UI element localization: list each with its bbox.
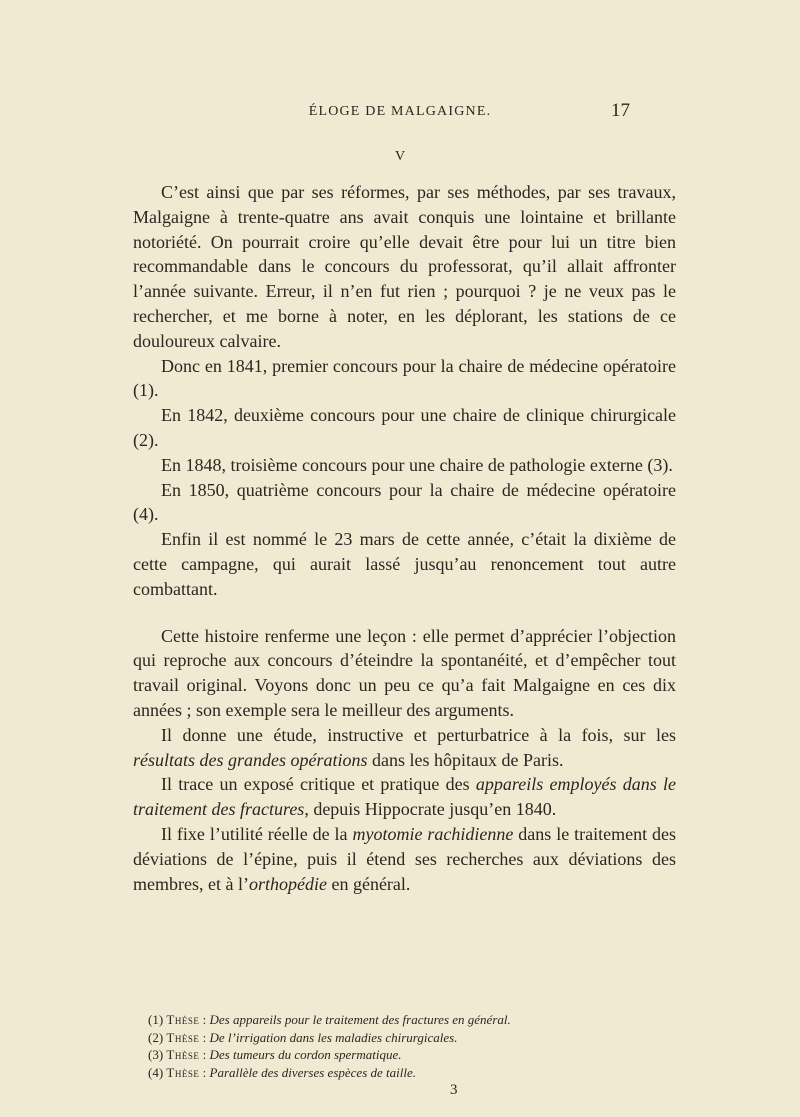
footnote-mark: (1) bbox=[148, 1012, 164, 1027]
italic-title: myotomie rachidienne bbox=[352, 823, 514, 844]
footnote-mark: (4) bbox=[148, 1064, 164, 1080]
footnote-mark: (3) bbox=[148, 1047, 164, 1062]
paragraph bbox=[133, 822, 676, 896]
text-run: En 1850, quatrième concours pour la chaire de médecine opératoire (4). bbox=[133, 479, 676, 525]
text-run: C’est ainsi que par ses réformes, par ses méthodes, par ses travaux, Malgaigne à trente-quatre ans avait conquis une lointaine et brillante notoriété. On pourrait croire qu’elle devait être pour lui un titre bien recommandable dans le concours du professorat, qu’il allait affronter l’année suivante. Erreur, il n’en fut rien ; pourquoi ? je ne veux pas le rechercher, et me borne à noter, en les déplorant, les stations de ce douloureux calvaire. bbox=[133, 182, 676, 351]
text-run: dans les hôpitaux de Paris. bbox=[367, 749, 564, 770]
paragraph bbox=[133, 527, 676, 601]
page-number: 17 bbox=[611, 100, 630, 121]
text-run: Il donne une étude, instructive et perturbatrice à la fois, sur les bbox=[161, 724, 676, 745]
text-run: en général. bbox=[326, 873, 411, 894]
text-run: En 1842, deuxième concours pour une chaire de clinique chirurgicale (2). bbox=[133, 405, 676, 450]
paragraph bbox=[133, 453, 676, 478]
text-run: Donc en 1841, premier concours pour la chaire de médecine opératoire (1). bbox=[133, 355, 676, 401]
footnote-text: De l’irrigation dans les maladies chirurgicales. bbox=[209, 1029, 458, 1045]
section-numeral: V bbox=[394, 149, 406, 164]
italic-title: appareils employés dans le traitement des fractures bbox=[133, 774, 676, 820]
text-run: En 1848, troisième concours pour une chaire de pathologie externe (3). bbox=[161, 454, 673, 475]
footnote-label: Thèse bbox=[166, 1047, 200, 1062]
footnote-text: Parallèle des diverses espèces de taille. bbox=[209, 1064, 416, 1080]
footnotes bbox=[148, 1011, 688, 1081]
footnote: (4) Thèse : Parallèle des diverses espèces de taille. bbox=[148, 1064, 416, 1080]
footnote-text: Des tumeurs du cordon spermatique. bbox=[209, 1047, 402, 1062]
footnote-mark: (2) bbox=[148, 1029, 164, 1045]
footnote: (3) Thèse : Des tumeurs du cordon spermatique. bbox=[148, 1047, 402, 1062]
italic-title: orthopédie bbox=[248, 873, 327, 894]
footnote-text: Des appareils pour le traitement des fractures en général. bbox=[209, 1012, 511, 1027]
text-run: , depuis Hippocrate jusqu’en 1840. bbox=[304, 799, 557, 820]
text-run: Cette histoire renferme une leçon : elle permet d’apprécier l’objection qui reproche aux concours d’éteindre la spontanéité, et d’empêcher tout travail original. Voyons donc un peu ce qu’a fait Malgaigne en ces dix années ; son exemple sera le meilleur des arguments. bbox=[133, 625, 676, 720]
text-run: Il fixe l’utilité réelle de la bbox=[161, 823, 353, 844]
paragraph bbox=[133, 354, 676, 404]
page-header bbox=[0, 100, 800, 128]
text-run: Enfin il est nommé le 23 mars de cette année, c’était la dixième de cette campagne, qui aurait lassé jusqu’au renoncement tout autre combattant. bbox=[133, 529, 676, 599]
paragraph bbox=[133, 180, 676, 354]
italic-title: résultats des grandes opérations bbox=[133, 749, 368, 770]
paragraph bbox=[133, 624, 676, 723]
text-run: dans le traitement des déviations de l’épine, puis il étend ses recherches aux déviations des membres, et à l’ bbox=[133, 823, 677, 894]
body-text bbox=[133, 180, 676, 896]
footnote-label: Thèse bbox=[166, 1012, 200, 1027]
footnote: (1) Thèse : Des appareils pour le traitement des fractures en général. bbox=[148, 1012, 511, 1027]
signature-mark: 3 bbox=[450, 1082, 458, 1098]
paragraph bbox=[133, 723, 676, 773]
footnote-label: Thèse bbox=[166, 1029, 200, 1045]
footnote: (2) Thèse : De l’irrigation dans les maladies chirurgicales. bbox=[148, 1029, 458, 1045]
footnote-label: Thèse bbox=[166, 1064, 200, 1080]
paragraph bbox=[133, 403, 676, 453]
text-run: Il trace un exposé critique et pratique des bbox=[161, 774, 476, 795]
running-title: ÉLOGE DE MALGAIGNE. bbox=[308, 104, 492, 119]
paragraph bbox=[133, 772, 676, 822]
paragraph bbox=[133, 478, 676, 528]
